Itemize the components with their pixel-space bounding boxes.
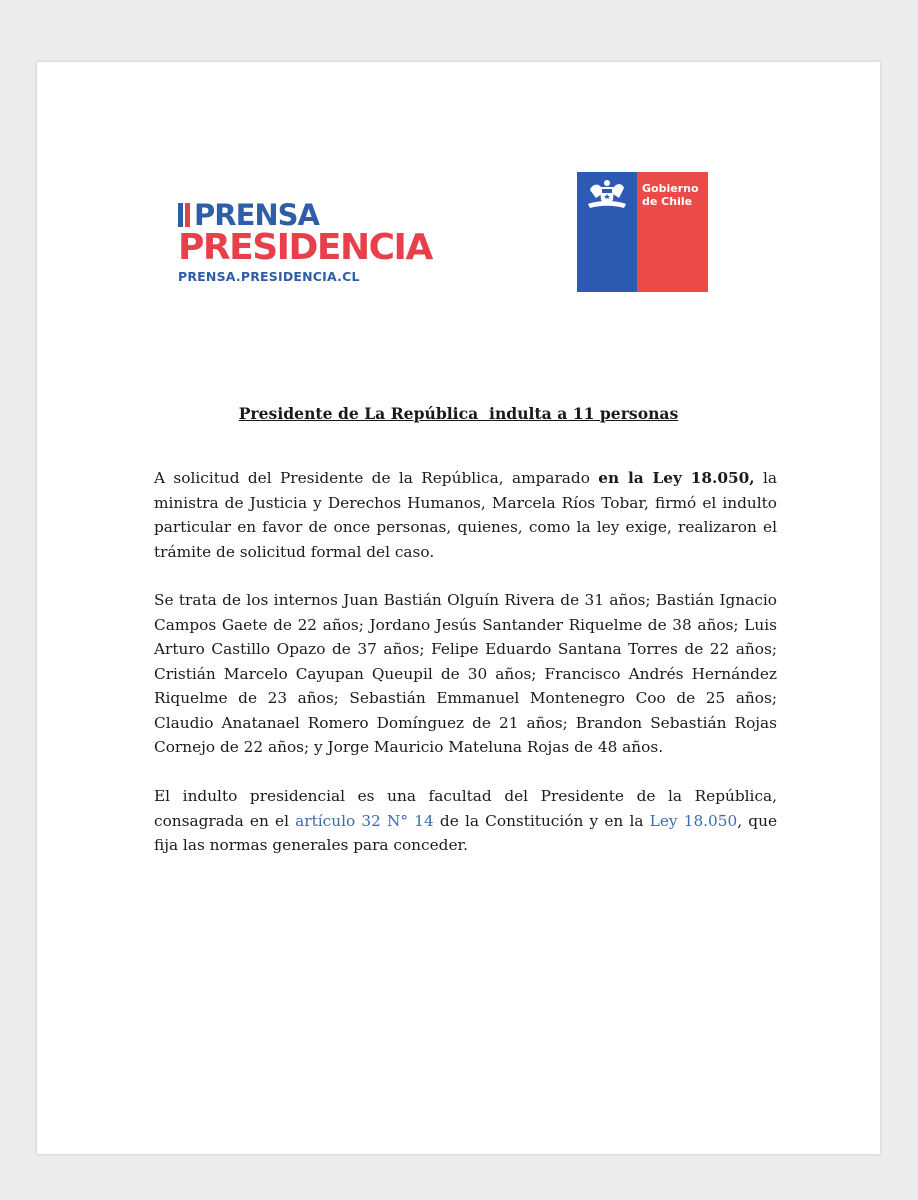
paragraph-1-bold: en la Ley 18.050, [598,469,755,487]
logo-prensa-text: PRENSA [194,198,319,232]
prensa-presidencia-logo [178,200,478,290]
gobierno-de-chile-logo [577,172,708,292]
paragraph-1 [154,466,777,564]
flag-bars-icon [178,203,190,227]
gobierno-text: Gobierno de Chile [642,182,699,208]
logo-url-text: PRENSA.PRESIDENCIA.CL [178,269,360,284]
document-title: Presidente de La República indulta a 11 personas [238,404,679,423]
paragraph-1-text-b: la ministra de Justicia y Derechos Humanos, Marcela Ríos Tobar, firmó el indulto particular en favor de once personas, quienes, como la ley exige, realizaron el trámite de solicitud formal del caso. [154,469,778,561]
paragraph-2: Se trata de los internos Juan Bastián Olguín Rivera de 31 años; Bastián Ignacio Campos Gaete de 22 años; Jordano Jesús Santander Riquelme de 38 años; Luis Arturo Castillo Opazo de 37 años; Felipe Eduardo Santana Torres de 22 años; Cristián Marcelo Cayupan Queupil de 30 años; Francisco Andrés Hernández Riquelme de 23 años; Sebastián Emmanuel Montenegro Coo de 25 años; Claudio Anatanael Romero Domínguez de 21 años; Brandon Sebastián Rojas Cornejo de 22 años; y Jorge Mauricio Mateluna Rojas de 48 años. [154,591,777,756]
logo-presidencia-text: PRESIDENCIA [178,227,432,268]
coat-of-arms-icon [584,178,630,212]
paragraph-3 [154,784,777,858]
document-page [37,62,880,1154]
paragraph-3-text-a: El indulto presidencial es una facultad del Presidente de la República, consagrada en el [154,787,777,830]
paragraph-1-text-a: A solicitud del Presidente de la República, amparado [154,469,599,487]
paragraph-3-text-c: , que fija las normas generales para conceder. [154,811,778,854]
link-articulo-32[interactable]: artículo 32 N° 14 [295,811,434,830]
paragraph-3-text-b: de la Constitución y en la [433,811,650,830]
link-ley-18050[interactable]: Ley 18.050 [649,811,738,830]
